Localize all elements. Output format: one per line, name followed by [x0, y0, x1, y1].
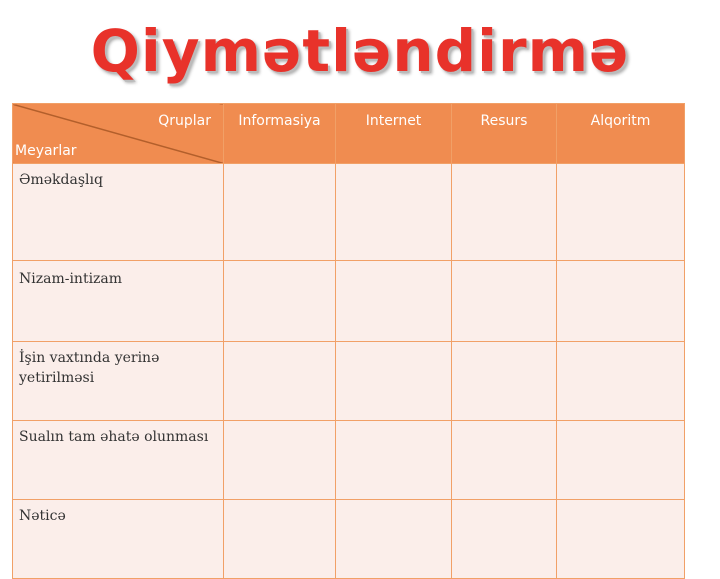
column-header-alqoritm: Alqoritm: [557, 104, 685, 164]
table-row: [13, 421, 685, 500]
table-cell[interactable]: [452, 342, 557, 421]
table-cell[interactable]: [336, 500, 452, 579]
header-row: [13, 104, 685, 164]
row-label: Sualın tam əhatə olunması: [13, 421, 224, 500]
row-label: Nizam-intizam: [13, 261, 224, 342]
table-cell[interactable]: [452, 261, 557, 342]
row-label: İşin vaxtında yerinə yetirilməsi: [13, 342, 224, 421]
table-cell[interactable]: [224, 421, 336, 500]
column-header-resurs: Resurs: [452, 104, 557, 164]
table-cell[interactable]: [452, 421, 557, 500]
table-row: [13, 342, 685, 421]
row-label: Əməkdaşlıq: [13, 164, 224, 261]
table-cell[interactable]: [336, 342, 452, 421]
column-header-internet: Internet: [336, 104, 452, 164]
evaluation-table: [12, 103, 685, 579]
row-label: Nəticə: [13, 500, 224, 579]
page-title: Qiymətləndirmə: [90, 17, 630, 85]
table-cell[interactable]: [557, 164, 685, 261]
table-cell[interactable]: [224, 500, 336, 579]
table-cell[interactable]: [224, 261, 336, 342]
table-cell[interactable]: [224, 342, 336, 421]
criteria-label: Meyarlar: [15, 143, 77, 159]
table-cell[interactable]: [557, 342, 685, 421]
table-cell[interactable]: [557, 500, 685, 579]
table-cell[interactable]: [452, 164, 557, 261]
groups-label: Qruplar: [158, 113, 211, 129]
corner-header-cell: [13, 104, 224, 164]
table-cell[interactable]: [336, 164, 452, 261]
table-row: [13, 500, 685, 579]
table-row: [13, 164, 685, 261]
table-cell[interactable]: [336, 261, 452, 342]
table-cell[interactable]: [452, 500, 557, 579]
table-cell[interactable]: [336, 421, 452, 500]
table-cell[interactable]: [557, 421, 685, 500]
table-cell[interactable]: [224, 164, 336, 261]
table-cell[interactable]: [557, 261, 685, 342]
column-header-informasiya: Informasiya: [224, 104, 336, 164]
table-row: [13, 261, 685, 342]
